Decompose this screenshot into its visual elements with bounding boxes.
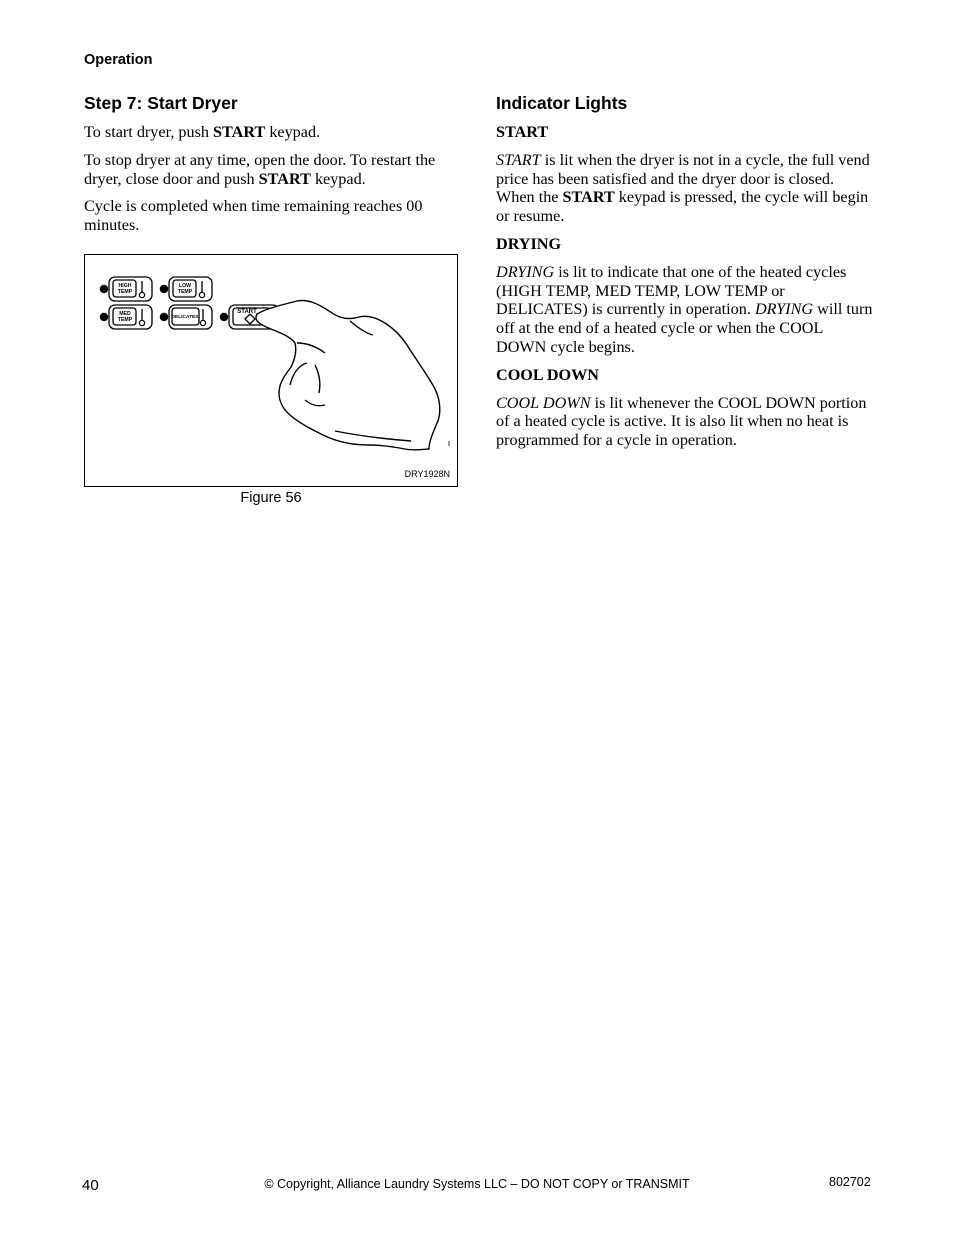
low-temp-label-1: LOW — [178, 283, 192, 289]
right-column — [496, 92, 876, 459]
drying-subheading: DRYING — [496, 234, 562, 253]
start-label: START — [237, 309, 257, 315]
drying-description: DRYING is lit to indicate that one of the heated cycles (HIGH TEMP, MED TEMP, LOW TEMP or DELICATES) is currently in operation. DRYING will turn off at the end of a heated cycle or when the COOL DOWN cycle begins. — [496, 262, 873, 356]
high-temp-label-1: HIGH — [118, 283, 132, 289]
cool-down-subheading: COOL DOWN — [496, 365, 599, 384]
cycle-complete-note: Cycle is completed when time remaining reaches 00 minutes. — [84, 197, 423, 235]
figure-code: DRY1928N — [404, 469, 450, 479]
figure-caption: Figure 56 — [240, 490, 302, 506]
start-instruction: To start dryer, push START keypad. — [84, 123, 321, 141]
stop-instruction: To stop dryer at any time, open the door. To restart the dryer, close door and push START keypad. — [84, 150, 436, 188]
document-number: 802702 — [829, 1175, 871, 1189]
indicator-lights-heading: Indicator Lights — [496, 93, 628, 113]
delicates-label: DELICATES — [171, 315, 199, 320]
high-temp-label-2: TEMP — [117, 289, 133, 295]
med-temp-label-1: MED — [119, 311, 131, 317]
step-heading: Step 7: Start Dryer — [84, 93, 238, 113]
page-number: 40 — [82, 1177, 99, 1194]
figure-56 — [84, 254, 458, 487]
section-header: Operation — [84, 52, 153, 68]
left-column — [84, 92, 458, 244]
start-subheading: START — [496, 123, 549, 141]
keypad-hand-illustration — [85, 255, 457, 486]
cool-down-description: COOL DOWN is lit whenever the COOL DOWN portion of a heated cycle is active. It is also lit when no heat is programmed for a cycle in operation. — [496, 393, 867, 450]
med-temp-label-2: TEMP — [117, 317, 133, 323]
copyright-notice: © Copyright, Alliance Laundry Systems LLC – DO NOT COPY or TRANSMIT — [264, 1177, 690, 1191]
start-description: START is lit when the dryer is not in a cycle, the full vend price has been satisfied and the dryer door is closed. When the START keypad is pressed, the cycle will begin or resume. — [496, 150, 870, 226]
low-temp-label-2: TEMP — [177, 289, 193, 295]
hand-drawing — [256, 300, 440, 449]
